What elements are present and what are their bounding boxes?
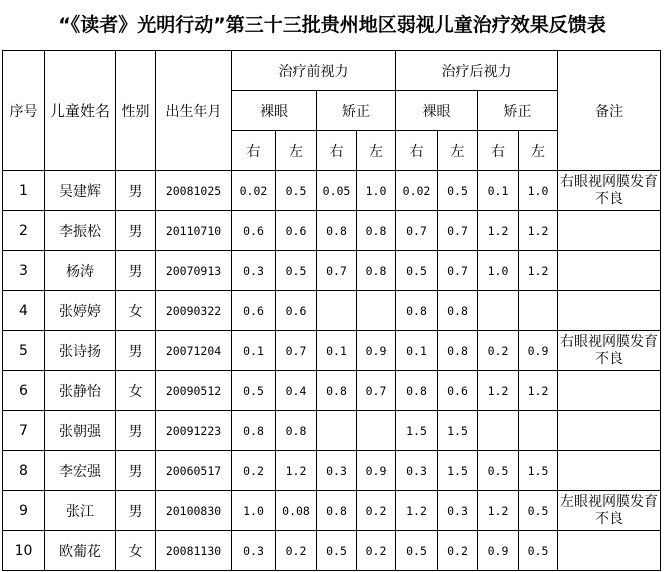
- cell-after-corrected-right: [478, 411, 519, 451]
- header-left-eye: 左: [438, 131, 478, 171]
- header-left-eye: 左: [357, 131, 396, 171]
- table-row: [3, 251, 661, 291]
- cell-gender: 男: [116, 491, 156, 531]
- cell-note: [558, 451, 661, 491]
- cell-note: 左眼视网膜发育不良: [558, 491, 661, 531]
- cell-after-naked-right: 0.5: [396, 251, 438, 291]
- cell-gender: 女: [116, 531, 156, 571]
- cell-gender: 男: [116, 251, 156, 291]
- header-index: 序号: [3, 51, 45, 171]
- cell-name: 吴建辉: [45, 171, 116, 211]
- cell-before-corrected-left: 0.8: [357, 251, 396, 291]
- cell-before-naked-left: 0.7: [276, 331, 317, 371]
- cell-gender: 男: [116, 411, 156, 451]
- cell-after-naked-right: 0.8: [396, 371, 438, 411]
- cell-index: 1: [3, 171, 45, 211]
- cell-birth-date: 20091223: [156, 411, 232, 451]
- cell-after-corrected-left: [519, 291, 558, 331]
- cell-before-naked-right: 0.02: [232, 171, 276, 211]
- cell-note: [558, 531, 661, 571]
- cell-birth-date: 20081130: [156, 531, 232, 571]
- cell-before-naked-left: 0.6: [276, 291, 317, 331]
- cell-before-corrected-right: 0.8: [317, 491, 357, 531]
- table-row: [3, 491, 661, 531]
- cell-after-naked-left: 0.6: [438, 371, 478, 411]
- cell-note: 右眼视网膜发育不良: [558, 171, 661, 211]
- table-row: [3, 411, 661, 451]
- cell-after-naked-left: 0.2: [438, 531, 478, 571]
- cell-after-corrected-right: 0.5: [478, 451, 519, 491]
- cell-after-corrected-left: 0.9: [519, 331, 558, 371]
- cell-birth-date: 20081025: [156, 171, 232, 211]
- cell-birth-date: 20110710: [156, 211, 232, 251]
- cell-before-corrected-right: 0.1: [317, 331, 357, 371]
- cell-after-naked-right: 0.5: [396, 531, 438, 571]
- cell-note: 右眼视网膜发育不良: [558, 331, 661, 371]
- header-name: 儿童姓名: [45, 51, 116, 171]
- cell-index: 7: [3, 411, 45, 451]
- cell-name: 李振松: [45, 211, 116, 251]
- cell-before-corrected-left: [357, 291, 396, 331]
- cell-birth-date: 20060517: [156, 451, 232, 491]
- table-row: [3, 171, 661, 211]
- cell-after-naked-right: 1.2: [396, 491, 438, 531]
- cell-name: 张静怡: [45, 371, 116, 411]
- cell-before-naked-left: 0.08: [276, 491, 317, 531]
- cell-note: [558, 211, 661, 251]
- cell-after-corrected-left: 1.2: [519, 251, 558, 291]
- cell-before-naked-left: 0.5: [276, 251, 317, 291]
- cell-before-corrected-left: 0.9: [357, 451, 396, 491]
- header-left-eye: 左: [519, 131, 558, 171]
- cell-before-corrected-left: 0.2: [357, 531, 396, 571]
- header-before-corrected: 矫正: [317, 91, 396, 131]
- cell-after-corrected-left: 1.2: [519, 211, 558, 251]
- cell-gender: 男: [116, 331, 156, 371]
- cell-after-naked-right: 0.8: [396, 291, 438, 331]
- cell-gender: 女: [116, 371, 156, 411]
- cell-after-naked-left: 0.5: [438, 171, 478, 211]
- cell-name: 张江: [45, 491, 116, 531]
- cell-gender: 女: [116, 291, 156, 331]
- feedback-table: [2, 50, 661, 571]
- cell-note: [558, 411, 661, 451]
- cell-before-naked-right: 0.6: [232, 211, 276, 251]
- cell-index: 2: [3, 211, 45, 251]
- cell-before-naked-left: 0.4: [276, 371, 317, 411]
- cell-index: 3: [3, 251, 45, 291]
- cell-name: 张诗扬: [45, 331, 116, 371]
- cell-after-corrected-right: 1.2: [478, 491, 519, 531]
- table-row: [3, 331, 661, 371]
- cell-before-corrected-right: 0.8: [317, 371, 357, 411]
- cell-after-corrected-left: 1.2: [519, 371, 558, 411]
- cell-after-naked-left: 0.7: [438, 251, 478, 291]
- table-row: [3, 371, 661, 411]
- cell-before-corrected-right: [317, 291, 357, 331]
- header-after-treatment: 治疗后视力: [396, 51, 558, 91]
- cell-after-naked-left: 0.8: [438, 291, 478, 331]
- cell-name: 张朝强: [45, 411, 116, 451]
- header-before-naked: 裸眼: [232, 91, 317, 131]
- cell-birth-date: 20090322: [156, 291, 232, 331]
- cell-index: 8: [3, 451, 45, 491]
- cell-after-corrected-right: 1.0: [478, 251, 519, 291]
- cell-name: 杨涛: [45, 251, 116, 291]
- cell-before-corrected-left: 0.9: [357, 331, 396, 371]
- header-before-treatment: 治疗前视力: [232, 51, 396, 91]
- cell-after-naked-left: 1.5: [438, 451, 478, 491]
- cell-gender: 男: [116, 211, 156, 251]
- cell-note: [558, 291, 661, 331]
- cell-before-naked-left: 0.6: [276, 211, 317, 251]
- cell-birth-date: 20090512: [156, 371, 232, 411]
- header-right-eye: 右: [396, 131, 438, 171]
- cell-index: 5: [3, 331, 45, 371]
- header-birth: 出生年月: [156, 51, 232, 171]
- cell-after-corrected-left: 1.0: [519, 171, 558, 211]
- cell-before-naked-right: 0.8: [232, 411, 276, 451]
- header-left-eye: 左: [276, 131, 317, 171]
- cell-before-naked-right: 0.1: [232, 331, 276, 371]
- cell-note: [558, 371, 661, 411]
- cell-before-corrected-right: 0.5: [317, 531, 357, 571]
- cell-after-naked-left: 0.8: [438, 331, 478, 371]
- cell-after-naked-left: 0.7: [438, 211, 478, 251]
- cell-before-naked-left: 0.5: [276, 171, 317, 211]
- table-row: [3, 291, 661, 331]
- page-title: “《读者》光明行动”第三十三批贵州地区弱视儿童治疗效果反馈表: [58, 14, 606, 36]
- cell-after-corrected-left: 1.5: [519, 451, 558, 491]
- cell-after-naked-right: 0.7: [396, 211, 438, 251]
- cell-birth-date: 20100830: [156, 491, 232, 531]
- header-after-corrected: 矫正: [478, 91, 558, 131]
- cell-after-corrected-right: 0.1: [478, 171, 519, 211]
- cell-before-corrected-right: [317, 411, 357, 451]
- cell-index: 6: [3, 371, 45, 411]
- cell-before-corrected-right: 0.05: [317, 171, 357, 211]
- cell-before-naked-right: 0.2: [232, 451, 276, 491]
- cell-before-naked-right: 0.5: [232, 371, 276, 411]
- cell-gender: 男: [116, 451, 156, 491]
- cell-before-corrected-right: 0.8: [317, 211, 357, 251]
- cell-after-corrected-right: 0.9: [478, 531, 519, 571]
- cell-before-naked-left: 0.2: [276, 531, 317, 571]
- cell-name: 张婷婷: [45, 291, 116, 331]
- cell-after-corrected-right: 1.2: [478, 211, 519, 251]
- table-row: [3, 211, 661, 251]
- cell-index: 4: [3, 291, 45, 331]
- cell-before-naked-right: 0.3: [232, 531, 276, 571]
- cell-index: 9: [3, 491, 45, 531]
- cell-after-naked-right: 1.5: [396, 411, 438, 451]
- header-right-eye: 右: [232, 131, 276, 171]
- table-row: [3, 531, 661, 571]
- cell-before-corrected-left: 1.0: [357, 171, 396, 211]
- table-row: [3, 451, 661, 491]
- cell-after-corrected-right: 0.2: [478, 331, 519, 371]
- header-right-eye: 右: [478, 131, 519, 171]
- cell-before-naked-left: 1.2: [276, 451, 317, 491]
- cell-name: 李宏强: [45, 451, 116, 491]
- cell-after-naked-left: 1.5: [438, 411, 478, 451]
- cell-name: 欧葡花: [45, 531, 116, 571]
- cell-birth-date: 20071204: [156, 331, 232, 371]
- header-gender: 性别: [116, 51, 156, 171]
- cell-after-corrected-left: 0.5: [519, 531, 558, 571]
- cell-before-naked-right: 0.3: [232, 251, 276, 291]
- cell-before-corrected-left: 0.2: [357, 491, 396, 531]
- cell-before-corrected-left: 0.8: [357, 211, 396, 251]
- cell-before-naked-left: 0.8: [276, 411, 317, 451]
- cell-after-corrected-left: 0.5: [519, 491, 558, 531]
- header-note: 备注: [558, 51, 661, 171]
- cell-before-corrected-left: 0.7: [357, 371, 396, 411]
- cell-note: [558, 251, 661, 291]
- cell-after-corrected-right: 1.2: [478, 371, 519, 411]
- cell-birth-date: 20070913: [156, 251, 232, 291]
- cell-before-naked-right: 1.0: [232, 491, 276, 531]
- cell-before-corrected-right: 0.3: [317, 451, 357, 491]
- cell-before-naked-right: 0.6: [232, 291, 276, 331]
- header-after-naked: 裸眼: [396, 91, 478, 131]
- cell-after-naked-right: 0.1: [396, 331, 438, 371]
- cell-index: 10: [3, 531, 45, 571]
- cell-after-naked-right: 0.3: [396, 451, 438, 491]
- header-right-eye: 右: [317, 131, 357, 171]
- cell-after-naked-left: 0.3: [438, 491, 478, 531]
- cell-after-naked-right: 0.02: [396, 171, 438, 211]
- cell-after-corrected-left: [519, 411, 558, 451]
- cell-before-corrected-left: [357, 411, 396, 451]
- cell-before-corrected-right: 0.7: [317, 251, 357, 291]
- cell-gender: 男: [116, 171, 156, 211]
- cell-after-corrected-right: [478, 291, 519, 331]
